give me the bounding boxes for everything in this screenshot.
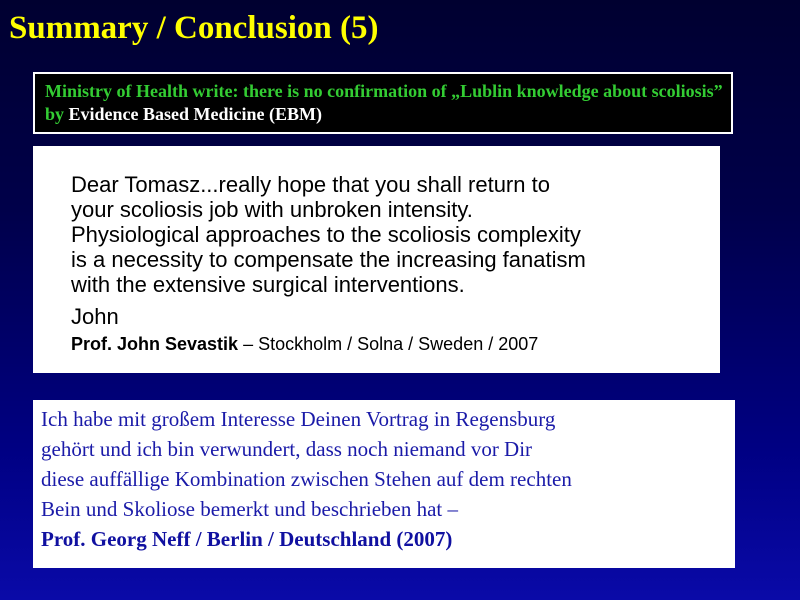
quote-line: Physiological approaches to the scoliosis complexity xyxy=(71,222,581,247)
german-quote-line: Bein und Skoliose bemerkt und beschrieben hat – xyxy=(41,497,458,521)
ministry-statement-box xyxy=(33,72,733,134)
sevastik-quote-box xyxy=(33,146,720,373)
ministry-statement-text: Ministry of Health write: there is no confirmation of „Lublin knowledge about scoliosis” by xyxy=(45,81,723,124)
quote-signature: John xyxy=(71,304,119,329)
quote-line: Dear Tomasz...really hope that you shall return to xyxy=(71,172,550,197)
citation-author: Prof. John Sevastik xyxy=(71,334,239,354)
ebm-label: Evidence Based Medicine (EBM) xyxy=(68,104,322,124)
citation-place-year: – Stockholm / Solna / Sweden / 2007 xyxy=(243,334,539,354)
german-quote-body xyxy=(41,404,735,524)
german-quote-line: gehört und ich bin verwundert, dass noch niemand vor Dir xyxy=(41,437,533,461)
neff-quote-box xyxy=(33,400,735,568)
quote-citation xyxy=(71,333,720,355)
slide-title: Summary / Conclusion (5) xyxy=(9,10,379,46)
german-quote-line: diese auffällige Kombination zwischen Stehen auf dem rechten xyxy=(41,467,572,491)
german-quote-citation: Prof. Georg Neff / Berlin / Deutschland (2007) xyxy=(41,527,453,551)
quote-line: your scoliosis job with unbroken intensity. xyxy=(71,197,473,222)
german-quote-line: Ich habe mit großem Interesse Deinen Vortrag in Regensburg xyxy=(41,407,556,431)
quote-line: with the extensive surgical interventions. xyxy=(71,272,465,297)
quote-body xyxy=(71,172,720,297)
quote-line: is a necessity to compensate the increasing fanatism xyxy=(71,247,586,272)
